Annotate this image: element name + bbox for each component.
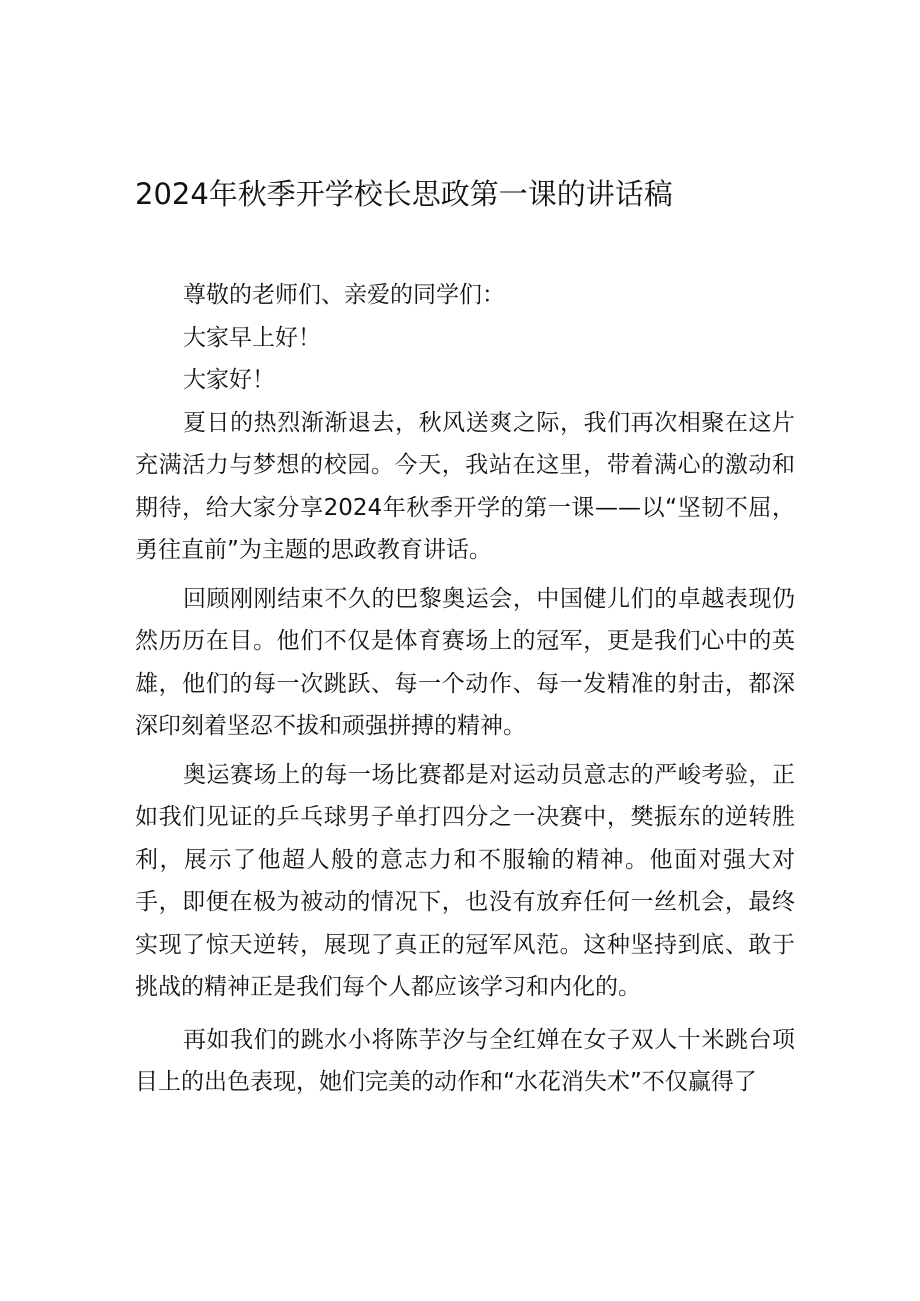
document-title: 2024年秋季开学校长思政第一课的讲话稿 <box>135 177 673 211</box>
paragraph-olympics-review: 回顾刚刚结束不久的巴黎奥运会，中国健儿们的卓越表现仍然历历在目。他们不仅是体育赛场上的冠军，更是我们心中的英雄，他们的每一次跳跃、每一个动作、每一发精准的射击，都深深印刻着坚忍不拔和顽强拼搏的精神。 <box>135 585 795 739</box>
paragraph-table-tennis: 奥运赛场上的每一场比赛都是对运动员意志的严峻考验，正如我们见证的乒乓球男子单打四分之一决赛中，樊振东的逆转胜利，展示了他超人般的意志力和不服输的精神。他面对强大对手，即便在极为被动的情况下，也没有放弃任何一丝机会，最终实现了惊天逆转，展现了真正的冠军风范。这种坚持到底、敢于挑战的精神正是我们每个人都应该学习和内化的。 <box>135 761 795 1000</box>
salutation: 尊敬的老师们、亲爱的同学们： <box>183 282 505 308</box>
greeting-hello: 大家好！ <box>183 367 275 393</box>
greeting-morning: 大家早上好！ <box>183 324 321 351</box>
document-body <box>135 274 795 1104</box>
paragraph-intro: 夏日的热烈渐渐退去，秋风送爽之际，我们再次相聚在这片充满活力与梦想的校园。今天，我站在这里，带着满心的激动和期待，给大家分享2024年秋季开学的第一课——以“坚韧不屈，勇往直前”为主题的思政教育讲话。 <box>135 409 795 563</box>
paragraph-diving: 再如我们的跳水小将陈芋汐与全红婵在女子双人十米跳台项目上的出色表现，她们完美的动作和“水花消失术”不仅赢得了 <box>135 1026 795 1095</box>
